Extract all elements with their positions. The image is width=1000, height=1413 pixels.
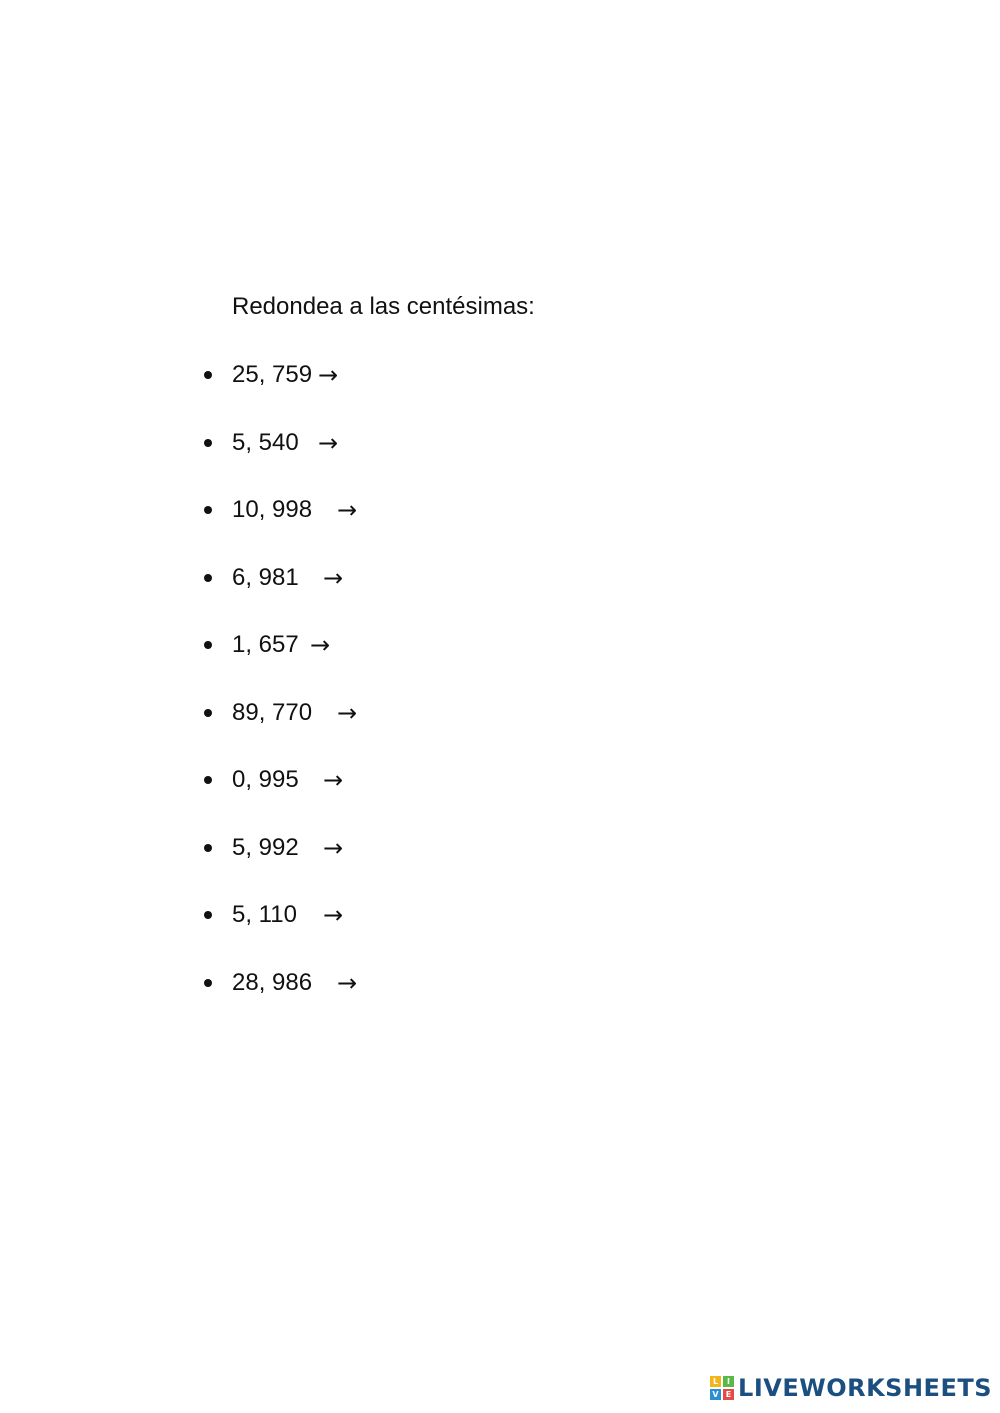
exercise-list [200,360,700,1035]
liveworksheets-logo-icon [710,1376,734,1400]
list-item [200,563,700,631]
right-arrow-icon: → [337,496,358,524]
right-arrow-icon: → [337,698,358,727]
bullet-icon [204,506,212,514]
right-arrow-icon: → [323,833,344,862]
bullet-icon [204,911,212,919]
bullet-icon [204,709,212,717]
list-item [200,900,700,968]
right-arrow-icon: → [323,766,344,794]
bullet-icon [204,641,212,649]
item-number: 1, 657 [232,631,299,658]
item-number: 25, 759 [232,361,313,388]
liveworksheets-watermark [710,1373,992,1403]
bullet-icon [204,439,212,447]
list-item [200,428,700,496]
item-number: 6, 981 [232,563,299,591]
list-item [200,360,700,428]
right-arrow-icon: → [310,631,331,659]
bullet-icon [204,776,212,784]
watermark-text: LIVEWORKSHEETS [738,1374,992,1402]
logo-letter: V [710,1389,721,1400]
right-arrow-icon: → [318,361,339,389]
item-number: 10, 998 [232,496,313,523]
logo-letter: L [710,1376,721,1387]
bullet-icon [204,979,212,987]
list-item [200,495,700,563]
list-item [200,698,700,766]
item-number: 89, 770 [232,698,313,726]
right-arrow-icon: → [318,428,339,457]
item-number: 0, 995 [232,766,299,793]
bullet-icon [204,371,212,379]
item-number: 5, 992 [232,833,299,861]
bullet-icon [204,844,212,852]
item-number: 28, 986 [232,968,313,996]
logo-letter: E [723,1389,734,1400]
list-item [200,833,700,901]
list-item [200,630,700,698]
item-number: 5, 540 [232,428,299,456]
list-item [200,765,700,833]
list-item [200,968,700,1036]
right-arrow-icon: → [323,563,344,592]
logo-letter: I [723,1376,734,1387]
item-number: 5, 110 [232,901,297,928]
instruction-text: Redondea a las centésimas: [232,293,535,320]
right-arrow-icon: → [337,968,358,997]
right-arrow-icon: → [323,901,344,929]
bullet-icon [204,574,212,582]
